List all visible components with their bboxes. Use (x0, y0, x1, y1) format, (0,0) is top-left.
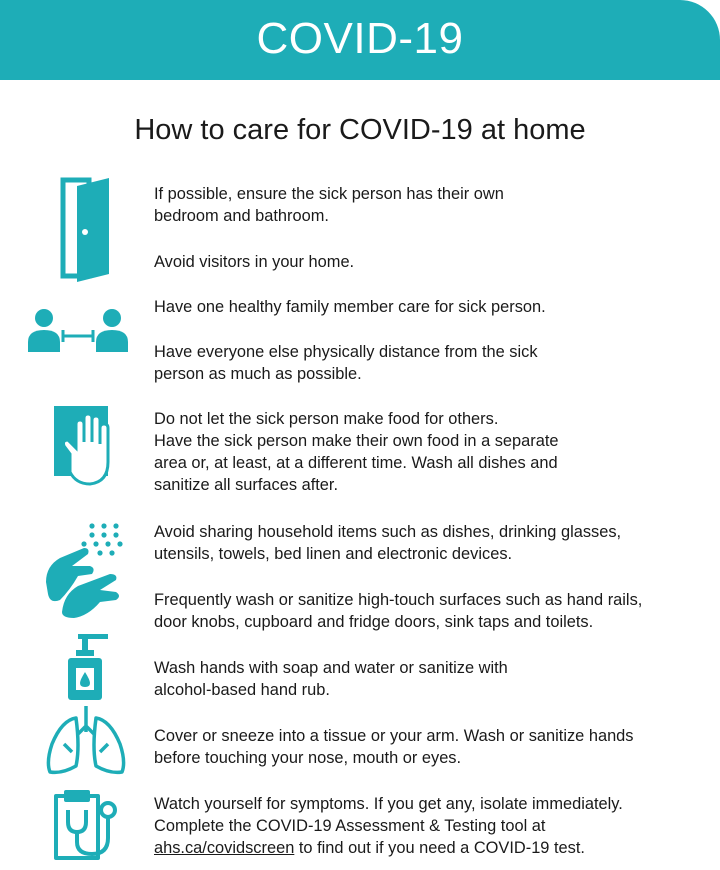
header-title: COVID-19 (256, 14, 464, 63)
lungs-icon (44, 704, 128, 776)
list-item: Avoid sharing household items such as dishes, drinking glasses, utensils, towels, bed linen and electronic devices. (154, 523, 622, 563)
list-item: Frequently wash or sanitize high-touch surfaces such as hand rails, door knobs, cupboard and fridge doors, sink taps and toilets. (154, 591, 643, 631)
physical-distance-icon (26, 306, 130, 354)
list-item: Watch yourself for symptoms. If you get any, isolate immediately. Complete the COVID-19 Assessment & Testing tool at ahs.ca/covidscreen to find out if you need a COVID-19 test. (154, 795, 623, 857)
list-item: Have everyone else physically distance from the sick person as much as possible. (154, 343, 538, 383)
door-icon (55, 176, 117, 284)
stethoscope-clipboard-icon (52, 788, 126, 864)
list-item: Have one healthy family member care for sick person. (154, 298, 546, 316)
list-item: If possible, ensure the sick person has their own bedroom and bathroom. (154, 185, 504, 225)
page-title: How to care for COVID-19 at home (134, 114, 586, 146)
covidscreen-link[interactable]: ahs.ca/covidscreen (154, 839, 295, 857)
list-item: Avoid visitors in your home. (154, 253, 355, 271)
header-banner (0, 0, 720, 80)
hand-stop-icon (54, 406, 124, 490)
list-item: Wash hands with soap and water or sanitize with alcohol-based hand rub. (154, 659, 508, 699)
list-item: Cover or sneeze into a tissue or your arm. Wash or sanitize hands before touching your nose, mouth or eyes. (154, 727, 634, 767)
soap-dispenser-icon (68, 632, 114, 702)
list-item: Do not let the sick person make food for others. Have the sick person make their own food in a separate area or, at least, at a different time. Wash all dishes and sanitize all surfaces after. (154, 410, 559, 494)
hand-washing-icon (44, 520, 126, 620)
